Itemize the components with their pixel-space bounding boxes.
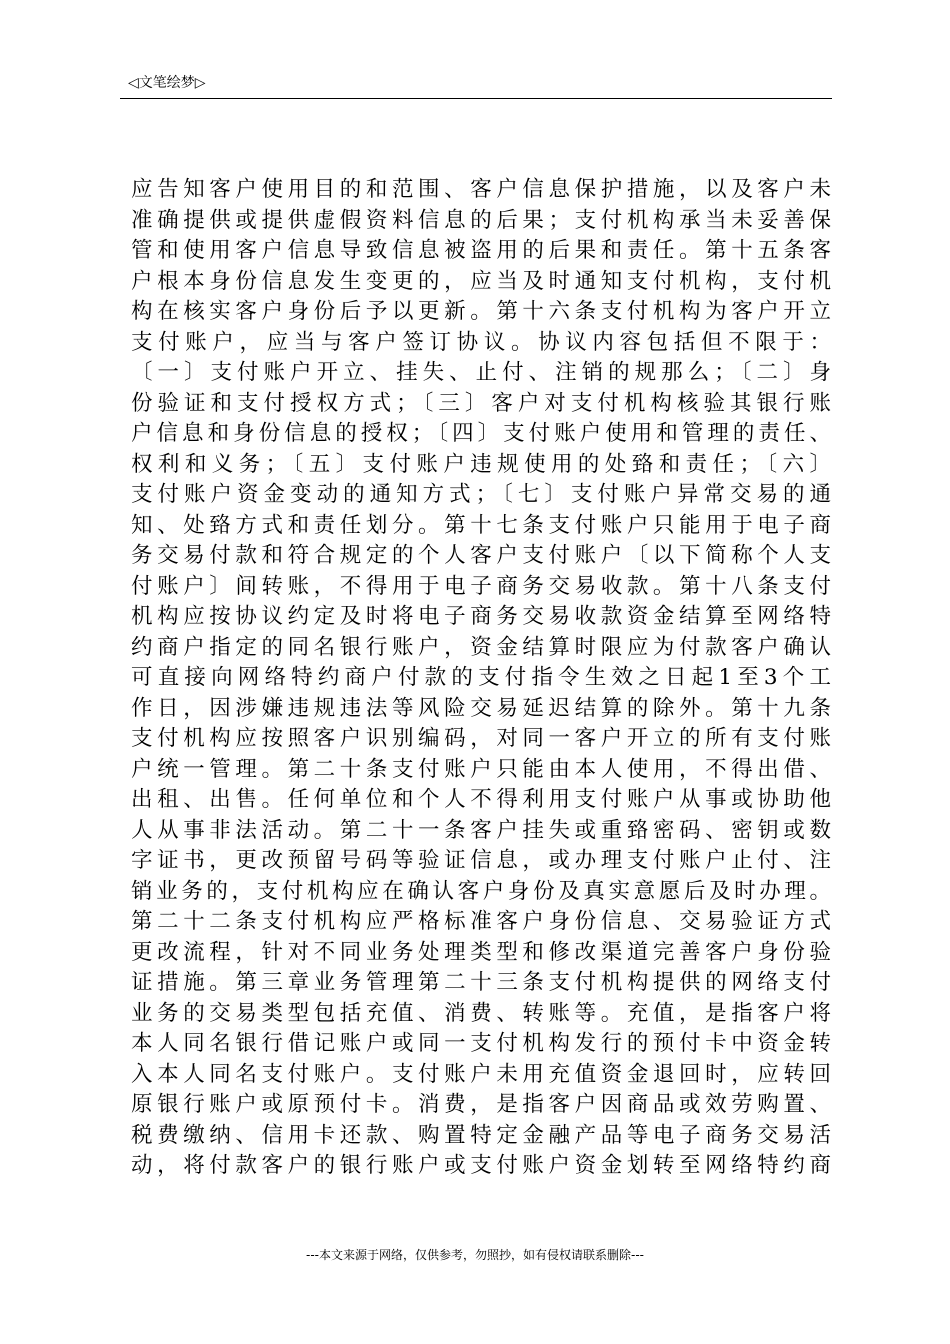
header-title-group — [128, 74, 206, 92]
body-line: 户信息和身份信息的授权；〔四〕支付账户使用和管理的责任、 — [131, 421, 831, 446]
body-line: 销业务的，支付机构应在确认客户身份及真实意愿后及时办理。 — [131, 878, 831, 904]
body-line: 入本人同名支付账户。支付账户未用充值资金退回时，应转回 — [131, 1061, 831, 1087]
body-line: 户统一管理。第二十条支付账户只能由本人使用，不得出借、 — [131, 756, 831, 782]
body-line: 原银行账户或原预付卡。消费，是指客户因商品或效劳购置、 — [131, 1092, 831, 1117]
page-header — [120, 74, 832, 99]
document-body — [131, 175, 831, 1182]
left-triangle-icon: ◁ — [128, 75, 139, 91]
body-line: 管和使用客户信息导致信息被盗用的后果和责任。第十五条客 — [131, 238, 831, 263]
body-line: 业务的交易类型包括充值、消费、转账等。充值，是指客户将 — [131, 1000, 831, 1026]
right-triangle-icon: ▷ — [194, 75, 206, 91]
body-line: 准确提供或提供虚假资料信息的后果；支付机构承当未妥善保 — [131, 207, 831, 233]
body-line: 支付机构应按照客户识别编码，对同一客户开立的所有支付账 — [131, 726, 831, 751]
body-line: 税费缴纳、信用卡还款、购置特定金融产品等电子商务交易活 — [131, 1122, 831, 1148]
body-line: 可直接向网络特约商户付款的支付指令生效之日起1至3个工 — [131, 665, 831, 690]
body-line: 动，将付款客户的银行账户或支付账户资金划转至网络特约商 — [131, 1153, 831, 1178]
body-line: 人从事非法活动。第二十一条客户挂失或重臵密码、密钥或数 — [131, 817, 831, 843]
body-line: 作日，因涉嫌违规违法等风险交易延迟结算的除外。第十九条 — [131, 695, 831, 721]
body-line: 户根本身份信息发生变更的，应当及时通知支付机构，支付机 — [131, 268, 831, 294]
body-line: 本人同名银行借记账户或同一支付机构发行的预付卡中资金转 — [131, 1031, 831, 1056]
body-line: 应告知客户使用目的和范围、客户信息保护措施，以及客户未 — [131, 177, 831, 202]
body-line: 〔一〕支付账户开立、挂失、止付、注销的规那么；〔二〕身 — [131, 360, 831, 385]
body-line: 支付账户资金变动的通知方式；〔七〕支付账户异常交易的通 — [131, 482, 831, 507]
body-line: 份验证和支付授权方式；〔三〕客户对支付机构核验其银行账 — [131, 390, 831, 416]
body-line: 务交易付款和符合规定的个人客户支付账户〔以下简称个人支 — [131, 543, 831, 568]
body-line: 权利和义务；〔五〕支付账户违规使用的处臵和责任；〔六〕 — [131, 451, 831, 477]
body-line: 更改流程，针对不同业务处理类型和修改渠道完善客户身份验 — [131, 939, 831, 965]
body-line: 付账户〕间转账，不得用于电子商务交易收款。第十八条支付 — [131, 573, 831, 599]
header-title: 文笔绘梦 — [138, 75, 195, 91]
body-line: 构在核实客户身份后予以更新。第十六条支付机构为客户开立 — [131, 299, 831, 324]
body-line: 字证书，更改预留号码等验证信息，或办理支付账户止付、注 — [131, 848, 831, 873]
body-line: 知、处臵方式和责任划分。第十七条支付账户只能用于电子商 — [131, 512, 831, 538]
page-footer: ---本文来源于网络，仅供参考，勿照抄，如有侵权请联系删除--- — [306, 1248, 644, 1262]
body-line: 第二十二条支付机构应严格标准客户身份信息、交易验证方式 — [131, 909, 831, 934]
body-line: 支付账户，应当与客户签订协议。协议内容包括但不限于： — [131, 329, 831, 355]
body-line: 机构应按协议约定及时将电子商务交易收款资金结算至网络特 — [131, 604, 831, 629]
body-line: 证措施。第三章业务管理第二十三条支付机构提供的网络支付 — [131, 970, 831, 995]
body-line: 出租、出售。任何单位和个人不得利用支付账户从事或协助他 — [131, 787, 831, 812]
body-line: 约商户指定的同名银行账户，资金结算时限应为付款客户确认 — [131, 634, 831, 660]
